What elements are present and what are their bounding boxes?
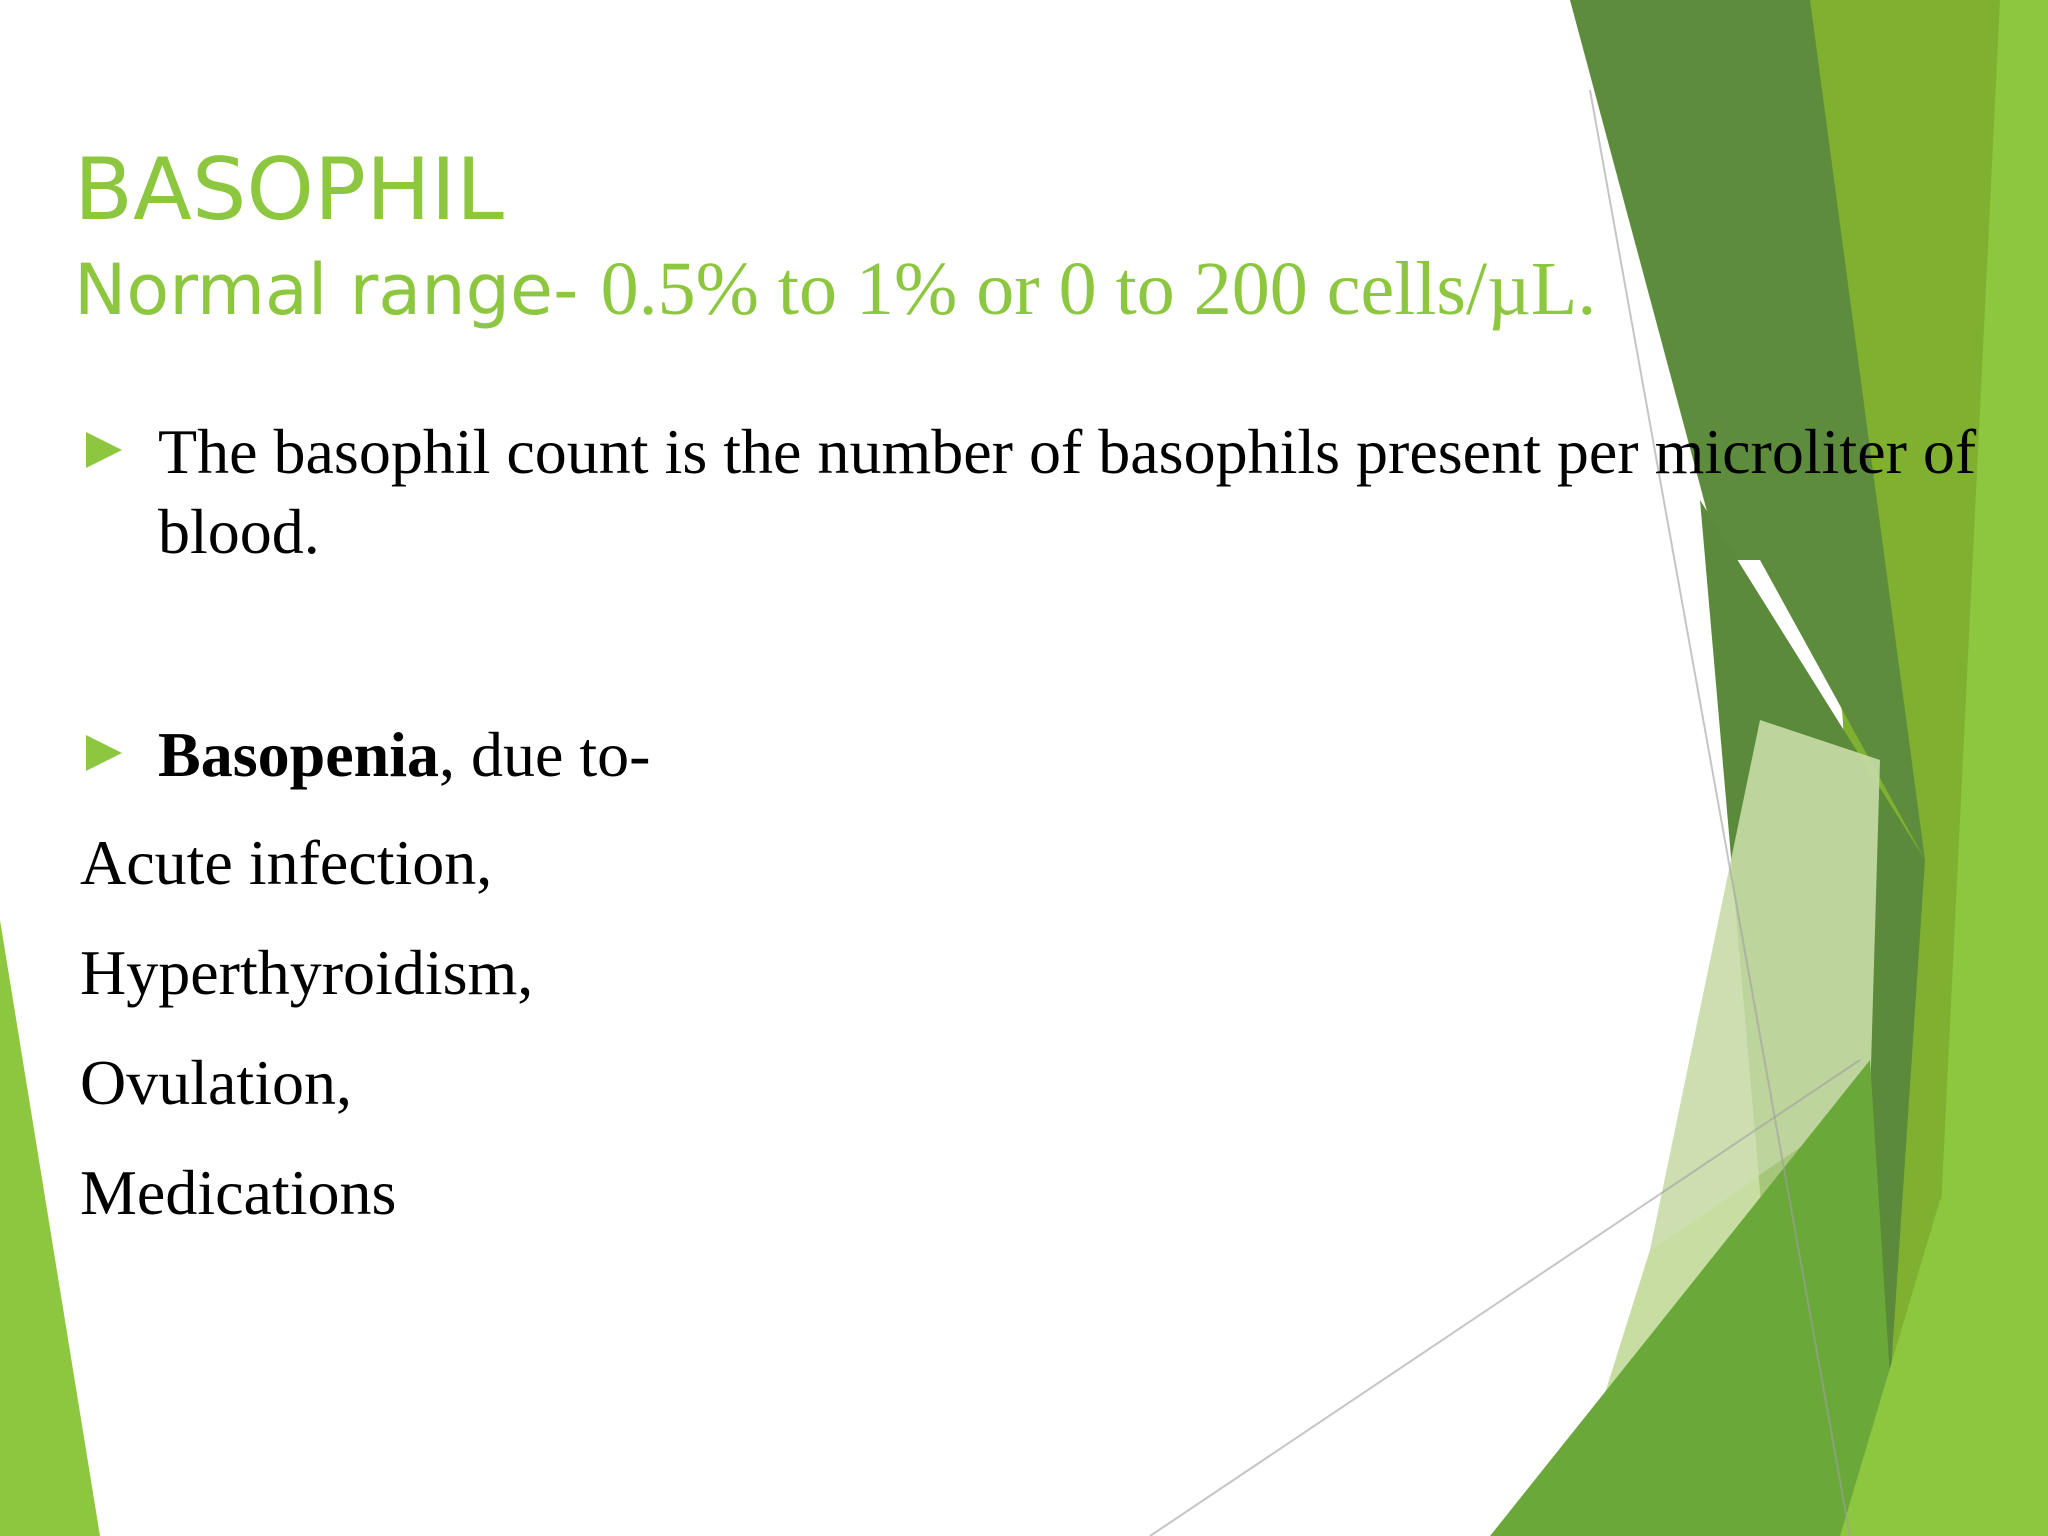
cause-item: Acute infection, [80, 827, 493, 898]
normal-range-value: 0.5% to 1% or 0 to 200 cells/µL. [600, 247, 1597, 331]
bullet-text: The basophil count is the number of basophils present per microliter of blood. [158, 416, 1977, 567]
cause-item: Hyperthyroidism, [80, 937, 534, 1008]
cause-item: Ovulation, [80, 1047, 352, 1118]
bullet-text [158, 715, 650, 795]
slide-title: BASOPHIL [74, 140, 504, 240]
cause-item: Medications [80, 1157, 397, 1228]
normal-range-label: Normal range- [74, 249, 601, 331]
basopenia-term: Basopenia [158, 719, 439, 790]
triangle-right-icon [84, 430, 124, 470]
slide-subtitle [74, 246, 1596, 333]
basopenia-rest: , due to- [438, 719, 651, 790]
triangle-right-icon [84, 733, 124, 773]
